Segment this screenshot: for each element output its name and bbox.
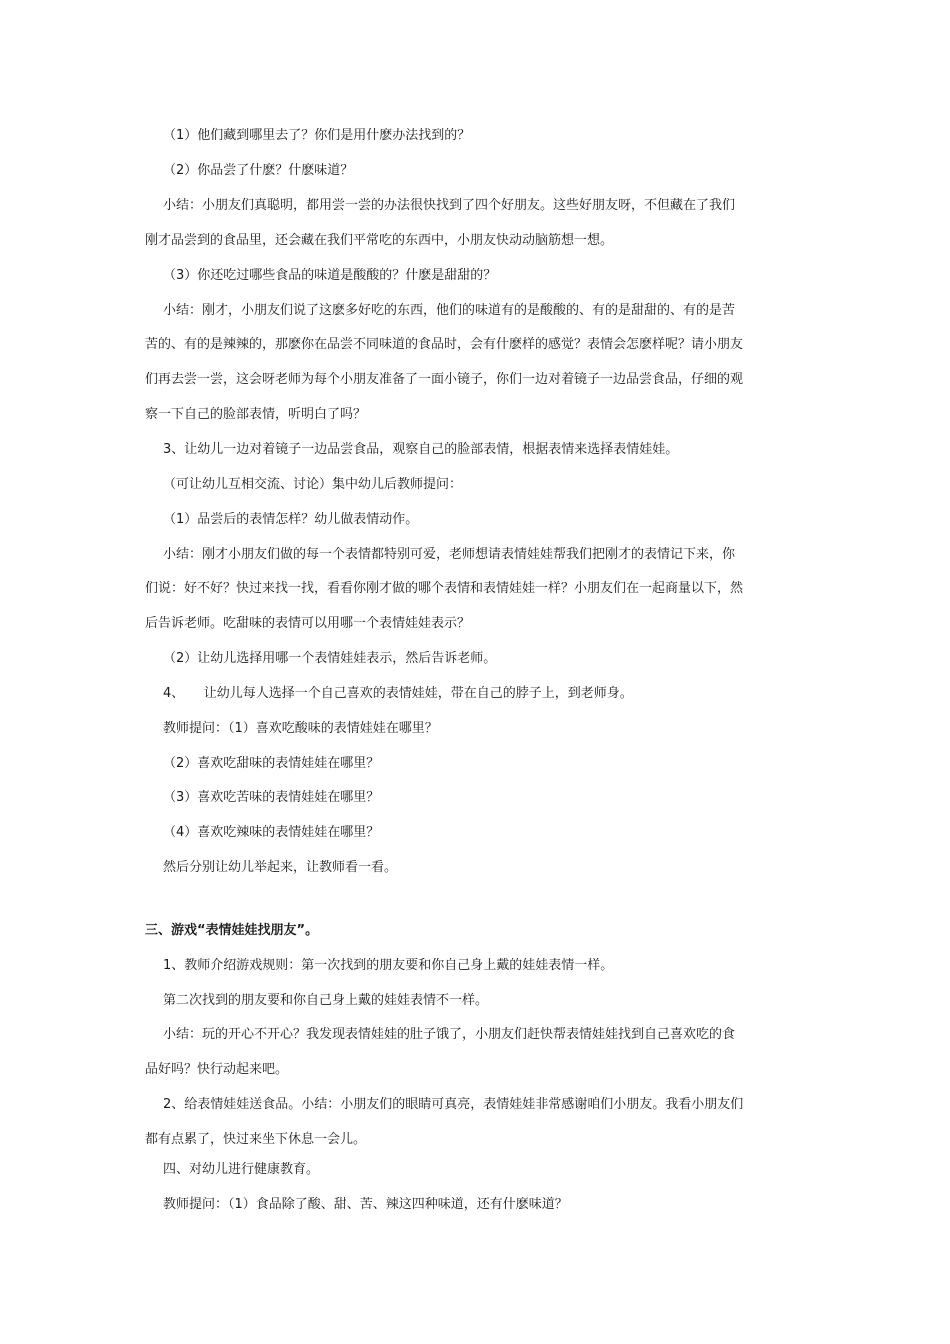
paragraph-line: （2）你品尝了什麽？什麽味道？ bbox=[163, 163, 354, 178]
paragraph-line: （1）他们藏到哪里去了？你们是用什麽办法找到的？ bbox=[163, 128, 471, 143]
paragraph-line: 小结：刚才小朋友们做的每一个表情都特别可爱，老师想请表情娃娃帮我们把刚才的表情记下来，你 bbox=[163, 547, 736, 562]
paragraph-line: 后告诉老师。吃甜味的表情可以用哪一个表情娃娃表示？ bbox=[145, 616, 471, 631]
paragraph-line: 品好吗？快行动起来吧。 bbox=[145, 1062, 289, 1077]
paragraph-line: （2）喜欢吃甜味的表情娃娃在哪里？ bbox=[163, 756, 380, 771]
paragraph-line: 教师提问：（1）喜欢吃酸味的表情娃娃在哪里？ bbox=[163, 721, 438, 736]
section-heading: 四、对幼儿进行健康教育。 bbox=[163, 1162, 320, 1177]
paragraph-line: 小结：刚才，小朋友们说了这麽多好吃的东西，他们的味道有的是酸酸的、有的是甜甜的、有的是苦 bbox=[163, 303, 736, 318]
paragraph-line: （3）喜欢吃苦味的表情娃娃在哪里？ bbox=[163, 790, 380, 805]
paragraph-line: 3、让幼儿一边对着镜子一边品尝食品，观察自己的脸部表情，根据表情来选择表情娃娃。 bbox=[163, 442, 679, 457]
paragraph-line: （2）让幼儿选择用哪一个表情娃娃表示，然后告诉老师。 bbox=[163, 651, 497, 666]
paragraph-line: 第二次找到的朋友要和你自己身上戴的娃娃表情不一样。 bbox=[163, 993, 489, 1008]
paragraph-line: 刚才品尝到的食品里，还会藏在我们平常吃的东西中，小朋友快动动脑筋想一想。 bbox=[145, 233, 614, 248]
paragraph-line: 们再去尝一尝，这会呀老师为每个小朋友准备了一面小镜子，你们一边对着镜子一边品尝食品，仔细的观 bbox=[145, 372, 744, 387]
paragraph-line: 教师提问：（1）食品除了酸、甜、苦、辣这四种味道，还有什麽味道？ bbox=[163, 1197, 568, 1212]
paragraph-line: 小结：小朋友们真聪明，都用尝一尝的办法很快找到了四个好朋友。这些好朋友呀，不但藏在了我们 bbox=[163, 198, 736, 213]
paragraph-line: 小结：玩的开心不开心？我发现表情娃娃的肚子饿了，小朋友们赶快帮表情娃娃找到自己喜欢吃的食 bbox=[163, 1027, 736, 1042]
paragraph-line: 们说：好不好？快过来找一找，看看你刚才做的哪个表情和表情娃娃一样？小朋友们在一起商量以下，然 bbox=[145, 581, 744, 596]
paragraph-line: （3）你还吃过哪些食品的味道是酸酸的？什麽是甜甜的？ bbox=[163, 268, 497, 283]
paragraph-line: 都有点累了，快过来坐下休息一会儿。 bbox=[145, 1132, 367, 1147]
paragraph-line: 苦的、有的是辣辣的，那麽你在品尝不同味道的食品时，会有什麽样的感觉？表情会怎麽样呢？请小朋友 bbox=[145, 337, 744, 352]
paragraph-line: （可让幼儿互相交流、讨论）集中幼儿后教师提问： bbox=[163, 477, 463, 492]
section-heading: 三、游戏“表情娃娃找朋友”。 bbox=[145, 923, 319, 938]
paragraph-line: 2、给表情娃娃送食品。小结：小朋友们的眼睛可真亮，表情娃娃非常感谢咱们小朋友。我看小朋友们 bbox=[163, 1097, 744, 1112]
paragraph-line: （1）品尝后的表情怎样？幼儿做表情动作。 bbox=[163, 512, 419, 527]
paragraph-line: 察一下自己的脸部表情，听明白了吗？ bbox=[145, 407, 367, 422]
paragraph-line: 1、教师介绍游戏规则：第一次找到的朋友要和你自己身上戴的娃娃表情一样。 bbox=[163, 958, 614, 973]
paragraph-line: 然后分别让幼儿举起来，让教师看一看。 bbox=[163, 860, 398, 875]
paragraph-line: 4、 让幼儿每人选择一个自己喜欢的表情娃娃，带在自己的脖子上，到老师身。 bbox=[163, 686, 633, 701]
paragraph-line: （4）喜欢吃辣味的表情娃娃在哪里？ bbox=[163, 825, 380, 840]
